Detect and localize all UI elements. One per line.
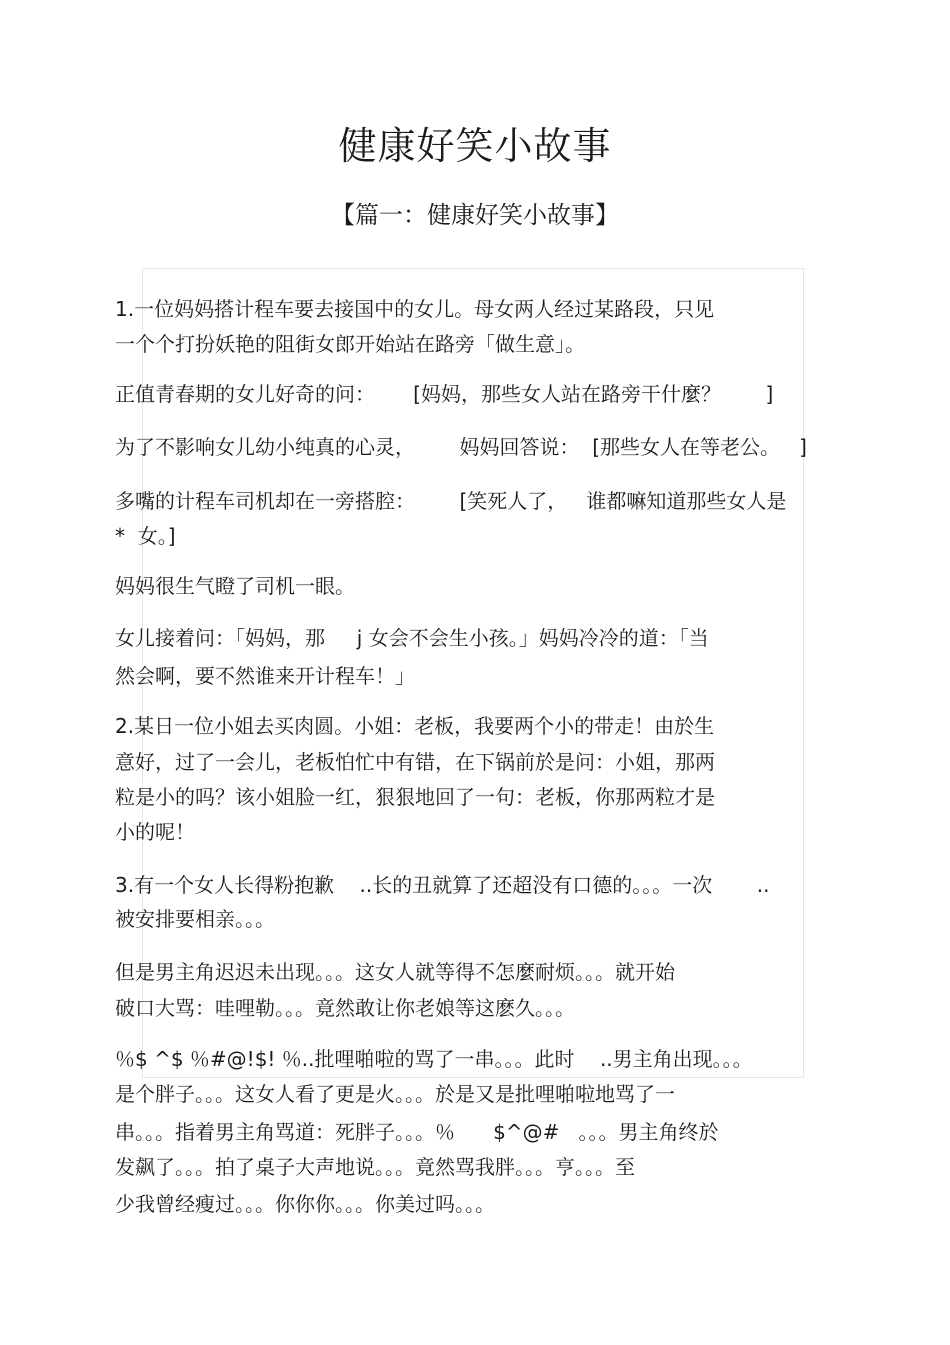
story-line: 少我曾经瘦过。。。你你你。。。你美过吗。。。 xyxy=(115,1192,495,1216)
story-line: 发飙了。。。拍了桌子大声地说。。。竟然骂我胖。。。亨。。。至 xyxy=(115,1155,635,1179)
story-line: 是个胖子。。。这女人看了更是火。。。於是又是批哩啪啦地骂了一 xyxy=(115,1082,675,1106)
section-heading: 【篇一：健康好笑小故事】 xyxy=(331,201,619,229)
story-line: 多嘴的计程车司机却在一旁搭腔： [笑死人了， 谁都嘛知道那些女人是 xyxy=(115,489,787,513)
story-line: 然会啊，要不然谁来开计程车！」 xyxy=(115,664,415,688)
story-line: 意好，过了一会儿，老板怕忙中有错，在下锅前於是问：小姐，那两 xyxy=(115,750,715,774)
story-line: 破口大骂：哇哩勒。。。竟然敢让你老娘等这麽久。。。 xyxy=(115,996,575,1020)
story-line: 粒是小的吗？该小姐脸一红，狠狠地回了一句：老板，你那两粒才是 xyxy=(115,785,715,809)
story-line: 为了不影响女儿幼小纯真的心灵， 妈妈回答说： [那些女人在等老公。 ] xyxy=(115,435,807,459)
story-line: 2.某日一位小姐去买肉圆。小姐：老板，我要两个小的带走！由於生 xyxy=(115,714,715,738)
story-line: 串。。。指着男主角骂道：死胖子。。。％ $^@# 。。。男主角终於 xyxy=(115,1120,719,1144)
story-line: 3.有一个女人长得粉抱歉 ..长的丑就算了还超没有口德的。。。一次 .. xyxy=(115,873,770,897)
story-line: 女儿接着问：「妈妈，那 j 女会不会生小孩。」妈妈冷冷的道：「当 xyxy=(115,626,709,650)
story-line: * 女。] xyxy=(115,524,176,548)
story-line: 正值青春期的女儿好奇的问： [妈妈，那些女人站在路旁干什麼？ ] xyxy=(115,382,774,406)
story-line: ％$ ^$ ％#@!$! ％..批哩啪啦的骂了一串。。。此时 ..男主角出现。。。 xyxy=(115,1047,753,1071)
story-line: 妈妈很生气瞪了司机一眼。 xyxy=(115,574,355,598)
page-title: 健康好笑小故事 xyxy=(338,124,612,168)
story-line: 1.一位妈妈搭计程车要去接国中的女儿。母女两人经过某路段，只见 xyxy=(115,297,715,321)
story-line: 但是男主角迟迟未出现。。。这女人就等得不怎麼耐烦。。。就开始 xyxy=(115,960,675,984)
story-line: 小的呢！ xyxy=(115,820,195,844)
story-line: 一个个打扮妖艳的阻街女郎开始站在路旁「做生意」。 xyxy=(115,332,585,356)
story-line: 被安排要相亲。。。 xyxy=(115,907,275,931)
